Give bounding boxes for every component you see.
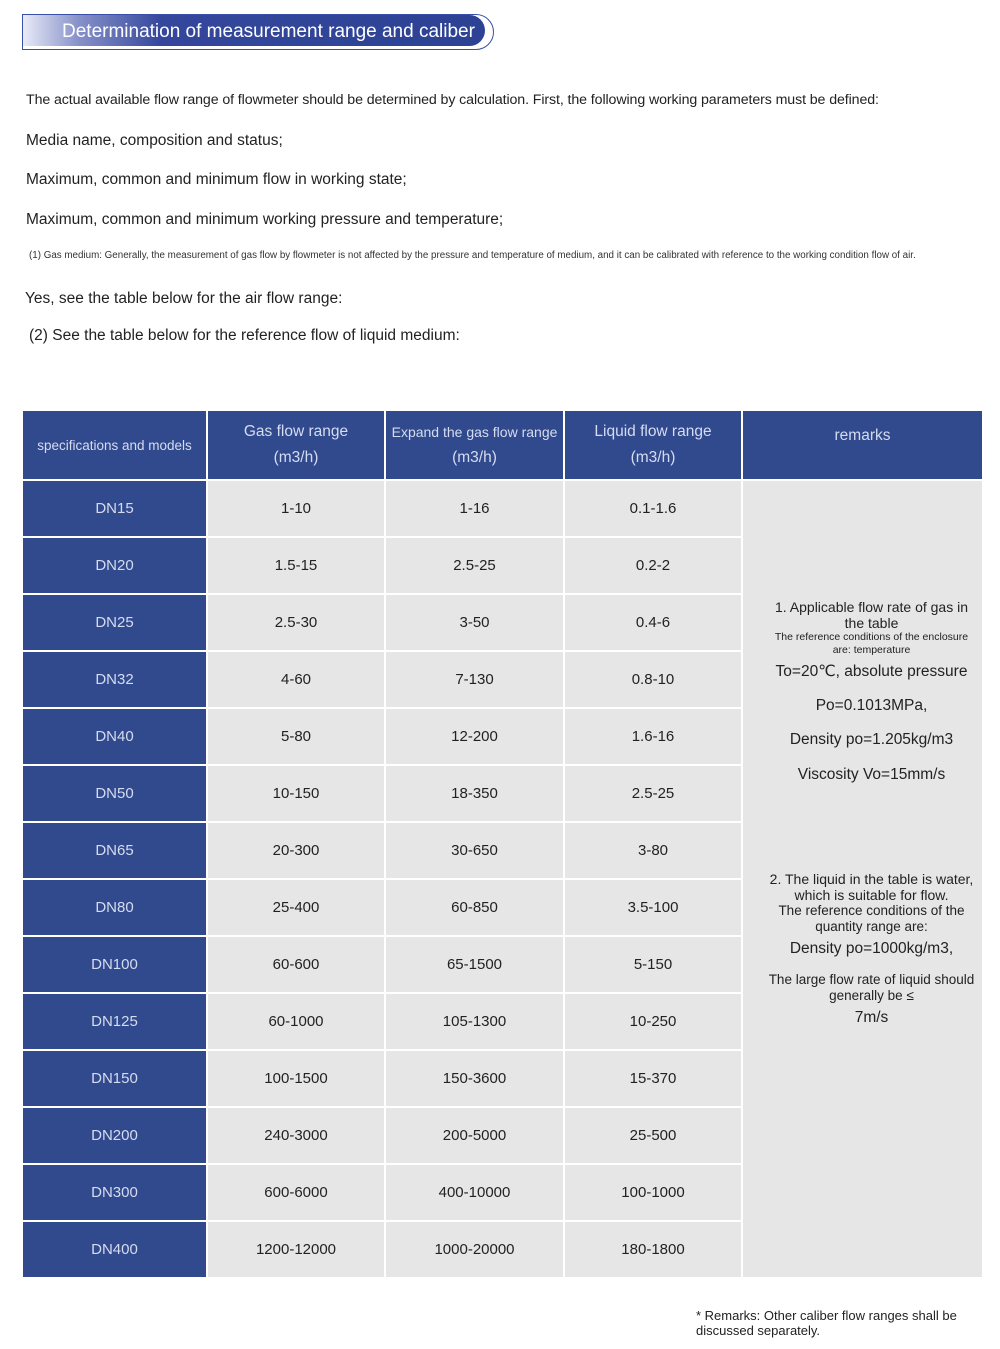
- cell-model: DN125: [22, 993, 207, 1050]
- cell-liquid: 0.1-1.6: [564, 480, 742, 537]
- cell-gas: 240-3000: [207, 1107, 385, 1164]
- remarks-gas-title: 1. Applicable flow rate of gas in the table: [774, 599, 968, 631]
- cell-expand: 3-50: [385, 594, 564, 651]
- cell-model: DN25: [22, 594, 207, 651]
- header-gas-unit: (m3/h): [273, 449, 319, 466]
- cell-expand: 150-3600: [385, 1050, 564, 1107]
- header-expand-unit: (m3/h): [452, 449, 497, 466]
- flow-range-table: [21, 409, 984, 1279]
- cell-model: DN80: [22, 879, 207, 936]
- table-row: [22, 480, 983, 537]
- cell-gas: 25-400: [207, 879, 385, 936]
- cell-liquid: 1.6-16: [564, 708, 742, 765]
- cell-liquid: 5-150: [564, 936, 742, 993]
- cell-liquid: 3.5-100: [564, 879, 742, 936]
- cell-expand: 60-850: [385, 879, 564, 936]
- cell-model: DN400: [22, 1221, 207, 1278]
- remarks-liquid-density: Density po=1000kg/m3,: [789, 940, 954, 957]
- remarks-liquid-ref: The reference conditions of the quantity range are:: [778, 903, 965, 934]
- cell-model: DN20: [22, 537, 207, 594]
- remarks-gas-viscosity: Viscosity Vo=15mm/s: [797, 766, 946, 783]
- header-liquid-label: Liquid flow range: [594, 423, 712, 440]
- header-remarks-label: remarks: [834, 427, 891, 444]
- footnote: * Remarks: Other caliber flow ranges shall be discussed separately.: [696, 1308, 957, 1338]
- cell-expand: 18-350: [385, 765, 564, 822]
- cell-gas: 1200-12000: [207, 1221, 385, 1278]
- remarks-liquid-speed: 7m/s: [854, 1009, 889, 1026]
- cell-expand: 2.5-25: [385, 537, 564, 594]
- intro-text: The actual available flow range of flowmeter should be determined by calculation. First, the following working parameters must be defined:: [26, 92, 879, 108]
- cell-liquid: 10-250: [564, 993, 742, 1050]
- air-flow-line: Yes, see the table below for the air flow range:: [25, 290, 343, 307]
- gas-medium-note: (1) Gas medium: Generally, the measurement of gas flow by flowmeter is not affected by the pressure and temperature of medium, and it can be calibrated with reference to the working condition flow of air.: [29, 250, 916, 261]
- remarks-gas-ref: The reference conditions of the enclosure are: temperature: [774, 631, 969, 656]
- cell-expand: 30-650: [385, 822, 564, 879]
- cell-gas: 1.5-15: [207, 537, 385, 594]
- cell-model: DN50: [22, 765, 207, 822]
- table-header-row: [22, 410, 983, 480]
- cell-liquid: 0.8-10: [564, 651, 742, 708]
- cell-gas: 20-300: [207, 822, 385, 879]
- remarks-gas-pressure: Po=0.1013MPa,: [815, 697, 928, 714]
- cell-expand: 12-200: [385, 708, 564, 765]
- header-liquid-unit: (m3/h): [630, 449, 676, 466]
- cell-expand: 1000-20000: [385, 1221, 564, 1278]
- header-liquid: [564, 410, 742, 480]
- cell-model: DN150: [22, 1050, 207, 1107]
- cell-model: DN40: [22, 708, 207, 765]
- cell-model: DN100: [22, 936, 207, 993]
- header-gas: [207, 410, 385, 480]
- section-title-banner: [22, 14, 494, 50]
- remarks-gas: [767, 599, 976, 784]
- cell-gas: 4-60: [207, 651, 385, 708]
- cell-model: DN15: [22, 480, 207, 537]
- header-gas-label: Gas flow range: [243, 423, 349, 440]
- cell-gas: 60-600: [207, 936, 385, 993]
- cell-liquid: 0.4-6: [564, 594, 742, 651]
- cell-gas: 600-6000: [207, 1164, 385, 1221]
- cell-gas: 5-80: [207, 708, 385, 765]
- cell-gas: 2.5-30: [207, 594, 385, 651]
- param-flow: Maximum, common and minimum flow in working state;: [26, 171, 407, 188]
- header-expand: [385, 410, 564, 480]
- cell-expand: 200-5000: [385, 1107, 564, 1164]
- remarks-liquid: [767, 871, 976, 1027]
- cell-expand: 1-16: [385, 480, 564, 537]
- remarks-liquid-title: 2. The liquid in the table is water, which is suitable for flow.: [769, 871, 974, 903]
- cell-model: DN200: [22, 1107, 207, 1164]
- liquid-flow-line: (2) See the table below for the reference flow of liquid medium:: [29, 327, 460, 344]
- section-title: Determination of measurement range and caliber: [23, 15, 485, 46]
- remarks-cell: [742, 480, 983, 1278]
- cell-expand: 7-130: [385, 651, 564, 708]
- cell-liquid: 3-80: [564, 822, 742, 879]
- cell-gas: 60-1000: [207, 993, 385, 1050]
- cell-model: DN65: [22, 822, 207, 879]
- header-expand-label: Expand the gas flow range: [391, 424, 558, 440]
- cell-expand: 105-1300: [385, 993, 564, 1050]
- header-model: specifications and models: [22, 410, 207, 480]
- cell-expand: 65-1500: [385, 936, 564, 993]
- header-remarks: [742, 410, 983, 480]
- cell-liquid: 2.5-25: [564, 765, 742, 822]
- cell-gas: 100-1500: [207, 1050, 385, 1107]
- remarks-gas-density: Density po=1.205kg/m3: [789, 731, 954, 748]
- cell-liquid: 0.2-2: [564, 537, 742, 594]
- param-media: Media name, composition and status;: [26, 132, 283, 149]
- cell-expand: 400-10000: [385, 1164, 564, 1221]
- cell-model: DN300: [22, 1164, 207, 1221]
- cell-gas: 10-150: [207, 765, 385, 822]
- remarks-gas-temp: To=20℃, absolute pressure: [775, 663, 968, 680]
- cell-gas: 1-10: [207, 480, 385, 537]
- cell-liquid: 15-370: [564, 1050, 742, 1107]
- remarks-liquid-flow: The large flow rate of liquid should generally be ≤: [768, 972, 975, 1003]
- param-pressure: Maximum, common and minimum working pressure and temperature;: [26, 211, 504, 228]
- cell-liquid: 100-1000: [564, 1164, 742, 1221]
- cell-liquid: 25-500: [564, 1107, 742, 1164]
- cell-model: DN32: [22, 651, 207, 708]
- cell-liquid: 180-1800: [564, 1221, 742, 1278]
